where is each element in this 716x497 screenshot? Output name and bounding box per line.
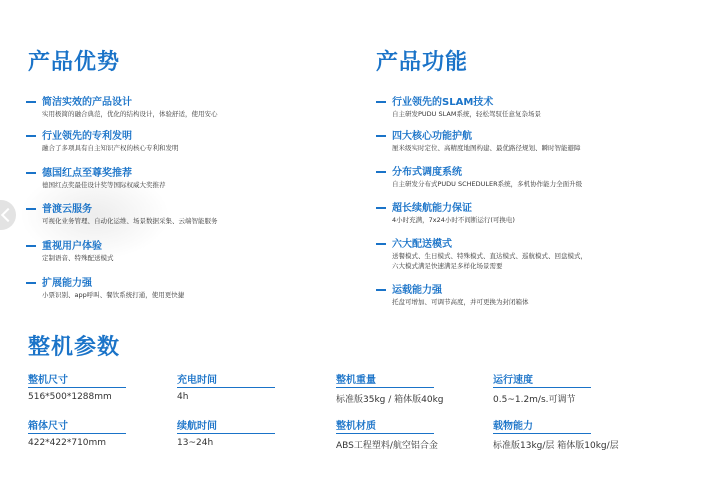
function-desc: 自主研发分布式PUDU SCHEDULER系统，多机协作能力全面升级 <box>392 180 583 188</box>
spec-value: 422*422*710mm <box>28 438 107 448</box>
function-desc: 4小时充满，7x24小时不间断运行(可换电) <box>392 216 515 224</box>
function-desc: 六大模式满足快速满足多样化场景需要 <box>392 262 503 270</box>
spec-divider <box>28 433 126 434</box>
function-title: 超长续航能力保证 <box>392 203 472 214</box>
spec-label: 箱体尺寸 <box>28 421 68 432</box>
function-item <box>378 96 541 119</box>
functions-title: 产品功能 <box>376 50 469 75</box>
function-title: 行业领先的SLAM技术 <box>392 97 494 108</box>
spec-label: 运行速度 <box>493 375 533 386</box>
spec-item <box>493 417 619 451</box>
advantage-item <box>28 130 179 153</box>
spec-label: 载物能力 <box>493 421 533 432</box>
spec-label: 整机尺寸 <box>28 375 68 386</box>
dash-icon <box>376 243 386 245</box>
spec-label: 充电时间 <box>177 375 217 386</box>
advantage-item <box>28 96 218 119</box>
advantage-desc: 融合了多项具有自主知识产权的核心专利和发明 <box>42 144 179 152</box>
spec-item <box>177 371 275 402</box>
spec-item <box>28 371 126 402</box>
spec-value: 13~24h <box>177 438 214 448</box>
spec-value: 标准版13kg/层 箱体版10kg/层 <box>493 441 619 451</box>
function-item <box>378 284 529 307</box>
advantages-title: 产品优势 <box>28 50 121 75</box>
dash-icon <box>376 135 386 137</box>
advantage-title: 德国红点至尊奖推荐 <box>42 168 132 179</box>
advantage-title: 简洁实效的产品设计 <box>42 97 132 108</box>
dash-icon <box>26 282 36 284</box>
function-item <box>378 238 587 271</box>
spec-divider <box>177 433 275 434</box>
spec-item <box>336 417 438 451</box>
advantage-item <box>28 203 218 226</box>
dash-icon <box>376 101 386 103</box>
advantage-title: 普渡云服务 <box>42 204 92 215</box>
specs-title: 整机参数 <box>28 335 121 360</box>
spec-value: ABS工程塑料/航空铝合金 <box>336 441 438 451</box>
spec-divider <box>177 387 275 388</box>
advantage-desc: 定制语音、特殊配送模式 <box>42 254 114 262</box>
advantage-item <box>28 277 184 300</box>
advantage-item <box>28 167 166 190</box>
spec-divider <box>493 433 591 434</box>
function-item <box>378 130 581 153</box>
spec-label: 整机重量 <box>336 375 376 386</box>
spec-label: 整机材质 <box>336 421 376 432</box>
spec-item <box>177 417 275 448</box>
function-desc: 托盘可增加、可调节高度，并可更换为封闭箱体 <box>392 298 529 306</box>
dash-icon <box>376 207 386 209</box>
function-item <box>378 202 515 225</box>
spec-divider <box>493 387 591 388</box>
function-desc: 自主研发PUDU SLAM系统，轻松驾驭任意复杂场景 <box>392 110 541 118</box>
function-desc: 送餐模式、生日模式、特殊模式、直达模式、巡航模式、回盘模式， <box>392 252 587 260</box>
advantage-desc: 小票识别、app呼叫、餐饮系统打通，使用更快捷 <box>42 291 185 299</box>
spec-value: 516*500*1288mm <box>28 392 112 402</box>
spec-item <box>336 371 444 405</box>
advantage-title: 重视用户体验 <box>42 241 102 252</box>
advantage-title: 行业领先的专利发明 <box>42 131 132 142</box>
advantage-desc: 可视化业务管理、自动化运维、场景数据采集、云端智能服务 <box>42 217 218 225</box>
spec-item <box>28 417 126 448</box>
function-desc: 厘米级实时定位、高精度地图构建、最优路径规划、瞬时智能避障 <box>392 144 581 152</box>
dash-icon <box>26 208 36 210</box>
advantage-title: 扩展能力强 <box>42 278 92 289</box>
spec-divider <box>28 387 126 388</box>
advantage-desc: 实用极简的融合典范，优化的结构设计，体验舒适，使用安心 <box>42 110 218 118</box>
dash-icon <box>26 101 36 103</box>
spec-value: 0.5~1.2m/s.可调节 <box>493 395 576 405</box>
dash-icon <box>26 245 36 247</box>
dash-icon <box>26 135 36 137</box>
spec-divider <box>336 433 434 434</box>
advantage-desc: 德国红点奖最佳设计奖等国际权威大奖推荐 <box>42 181 166 189</box>
function-title: 分布式调度系统 <box>392 167 462 178</box>
dash-icon <box>376 171 386 173</box>
spec-divider <box>336 387 434 388</box>
function-item <box>378 166 582 189</box>
function-title: 运载能力强 <box>392 285 442 296</box>
spec-value: 4h <box>177 392 189 402</box>
spec-value: 标准版35kg / 箱体版40kg <box>336 395 444 405</box>
dash-icon <box>26 172 36 174</box>
function-title: 四大核心功能护航 <box>392 131 472 142</box>
spec-item <box>493 371 591 405</box>
function-title: 六大配送模式 <box>392 239 452 250</box>
advantage-item <box>28 240 114 263</box>
dash-icon <box>376 289 386 291</box>
prev-arrow-icon[interactable] <box>0 200 16 230</box>
spec-label: 续航时间 <box>177 421 217 432</box>
